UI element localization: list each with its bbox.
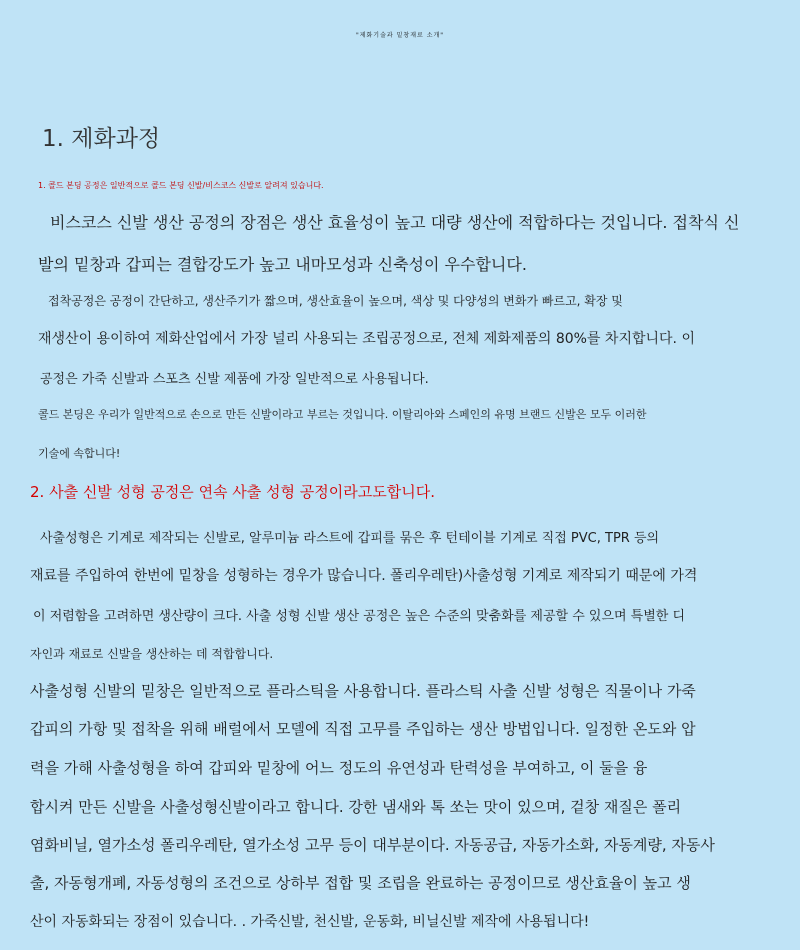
paragraph-line: 접착공정은 공정이 간단하고, 생산주기가 짧으며, 생산효율이 높으며, 색상 및 다양성의 변화가 빠르고, 확장 및: [48, 294, 623, 308]
red-note: 1. 콜드 본딩 공정은 일반적으로 콜드 본딩 신발/비스코스 신발로 알려져 있습니다.: [38, 181, 324, 190]
paragraph-line: 력을 가해 사출성형을 하여 갑피와 밑창에 어느 정도의 유연성과 탄력성을 부여하고, 이 둘을 융: [30, 759, 648, 777]
paragraph-line: 콜드 본딩은 우리가 일반적으로 손으로 만든 신발이라고 부르는 것입니다. 이탈리아와 스페인의 유명 브랜드 신발은 모두 이러한: [38, 408, 647, 421]
paragraph-line: 합시켜 만든 신발을 사출성형신발이라고 합니다. 강한 냄새와 톡 쏘는 맛이 있으며, 겉창 재질은 폴리: [30, 798, 682, 816]
paragraph-line: 재생산이 용이하여 제화산업에서 가장 널리 사용되는 조립공정으로, 전체 제화제품의 80%를 차지합니다. 이: [38, 331, 695, 347]
paragraph-line: 발의 밑창과 갑피는 결합강도가 높고 내마모성과 신축성이 우수합니다.: [38, 255, 527, 274]
section-heading-1: 1. 제화과정: [42, 126, 161, 152]
paragraph-line: 비스코스 신발 생산 공정의 장점은 생산 효율성이 높고 대량 생산에 적합하다는 것입니다. 접착식 신: [50, 213, 740, 232]
document-title: "제화기술과 밑창재료 소개": [355, 32, 445, 39]
section-heading-2: 2. 사출 신발 성형 공정은 연속 사출 성형 공정이라고도합니다.: [30, 483, 435, 501]
paragraph-line: 재료를 주입하여 한번에 밑창을 성형하는 경우가 많습니다. 폴리우레탄)사출성형 기계로 제작되기 때문에 가격: [30, 568, 698, 584]
paragraph-line: 염화비닐, 열가소성 폴리우레탄, 열가소성 고무 등이 대부분이다. 자동공급, 자동가소화, 자동계량, 자동사: [30, 836, 715, 854]
paragraph-line: 갑피의 가항 및 접착을 위해 배럴에서 모델에 직접 고무를 주입하는 생산 방법입니다. 일정한 온도와 압: [30, 720, 696, 738]
paragraph-line: 출, 자동형개폐, 자동성형의 조건으로 상하부 접합 및 조립을 완료하는 공정이므로 생산효율이 높고 생: [30, 874, 691, 892]
paragraph-line: 산이 자동화되는 장점이 있습니다. . 가죽신발, 천신발, 운동화, 비닐신발 제작에 사용됩니다!: [30, 914, 590, 930]
paragraph-line: 사출성형은 기계로 제작되는 신발로, 알루미늄 라스트에 갑피를 묶은 후 턴테이블 기계로 직접 PVC, TPR 등의: [40, 531, 660, 546]
paragraph-line: 이 저렴함을 고려하면 생산량이 크다. 사출 성형 신발 생산 공정은 높은 수준의 맞춤화를 제공할 수 있으며 특별한 디: [33, 609, 686, 624]
paragraph-line: 자인과 재료로 신발을 생산하는 데 적합합니다.: [30, 647, 274, 661]
paragraph-line: 공정은 가죽 신발과 스포츠 신발 제품에 가장 일반적으로 사용됩니다.: [40, 372, 429, 387]
paragraph-line: 사출성형 신발의 밑창은 일반적으로 플라스틱을 사용합니다. 플라스틱 사출 신발 성형은 직물이나 가죽: [30, 682, 696, 700]
paragraph-line: 기술에 속합니다!: [38, 447, 121, 460]
